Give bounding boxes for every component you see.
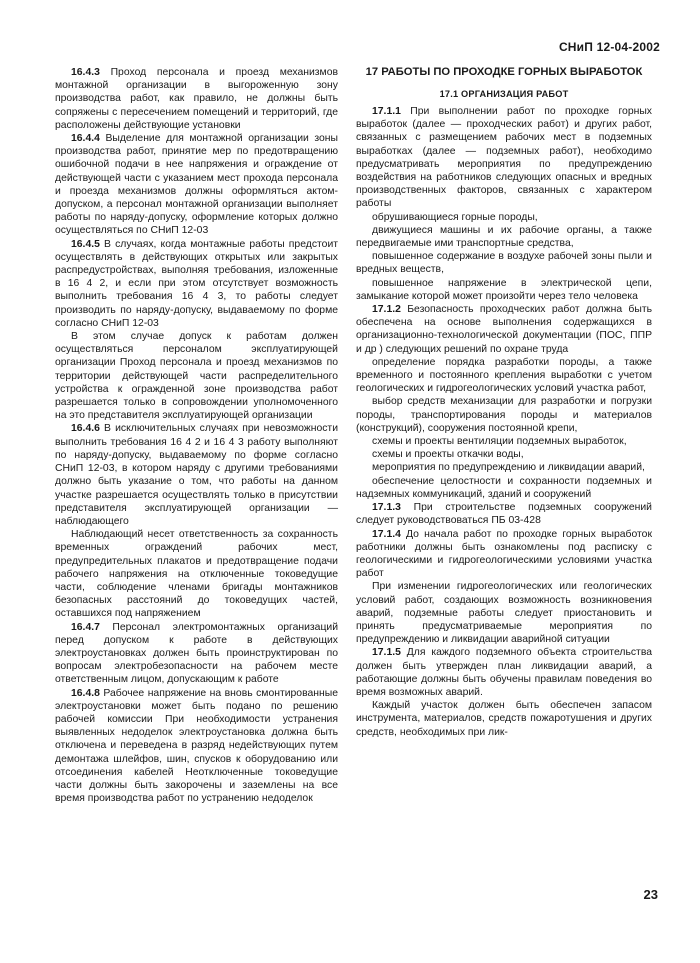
paragraph	[55, 66, 338, 132]
paragraph-text: движущиеся машины и их рабочие органы, а также передвигаемые ими транспортные средства,	[356, 224, 652, 250]
paragraph	[356, 435, 652, 448]
clause-number: 17.1.3	[372, 502, 401, 514]
clause-number: 16.4.6	[71, 423, 100, 435]
paragraph-text: Выделение для монтажной организации зоны производства работ, принятие мер по предотвращению ошибочной подачи в нее напряжения и ограждение от действующей части с указанием мест прохода персонала и проезда механизмов должны оформляться актом-допуском, а персонал монтажной организации выполняет работы по наряду-допуску, оформление которых должно осуществляться по СНиП 12-03	[55, 133, 339, 237]
clause-number: 16.4.5	[71, 238, 100, 250]
paragraph	[356, 303, 652, 356]
paragraph	[356, 277, 652, 303]
paragraph-text: обеспечение целостности и сохранности подземных и надземных коммуникаций, зданий и сооружений	[356, 475, 652, 500]
clause-number: 17.1.2	[372, 304, 401, 316]
paragraph	[55, 422, 338, 528]
paragraph-text: определение порядка разработки породы, а также временного и постоянного крепления выработки с учетом геологических и гидрогеологических условий участка работ,	[356, 356, 652, 395]
paragraph-text: До начала работ по проходке горных выработок работники должны быть ознакомлены под расписку с геологическими и гидрогеологическими условиями участка работ	[356, 528, 652, 580]
paragraph-text: Рабочее напряжение на вновь смонтированные электроустановки может быть подано по решению рабочей комиссии При необходимости устранения выявленных недоделок электроустановка должна быть отключена и переведена в разряд недействующих путем демонтажа шлейфов, шин, спусков к оборудованию или отсоединения кабелей Неотключенные токоведущие части должны быть закорочены и заземлены на все время производства работ по устранению недоделок	[55, 687, 338, 805]
paragraph	[356, 580, 652, 646]
paragraph-text: схемы и проекты откачки воды,	[372, 449, 524, 461]
paragraph	[356, 105, 652, 211]
paragraph	[356, 356, 652, 396]
paragraph	[55, 687, 338, 806]
paragraph	[356, 461, 652, 474]
left-column	[55, 66, 338, 805]
paragraph	[356, 224, 652, 250]
paragraph	[356, 395, 652, 435]
subsection-title: 17.1 ОРГАНИЗАЦИЯ РАБОТ	[439, 89, 569, 99]
clause-number: 16.4.8	[71, 687, 100, 699]
clause-number: 17.1.5	[372, 647, 401, 659]
right-paragraphs	[356, 105, 652, 739]
paragraph	[55, 528, 338, 620]
paragraph	[55, 132, 338, 238]
clause-number: 16.4.4	[71, 133, 100, 145]
paragraph-text: повышенное напряжение в электрической цепи, замыкание которой может произойти через тело человека	[356, 277, 652, 302]
paragraph	[356, 699, 652, 739]
clause-number: 16.4.3	[71, 67, 100, 78]
clause-number: 17.1.4	[372, 528, 401, 540]
page-number: 23	[643, 887, 658, 902]
paragraph-text: При выполнении работ по проходке горных выработок (далее — проходческих работ) и других работ, связанных с размещением рабочих мест в подземных выработках (далее — подземных работ), необходимо предусматривать мероприятия по предупреждению воздействия на работников следующих опасных и вредных производственных факторов, связанных с характером работы	[356, 106, 652, 210]
paragraph	[356, 448, 652, 461]
paragraph-text: Персонал электромонтажных организаций перед допуском к работе в действующих электроустановках должен быть проинструктирован по вопросам электробезопасности на рабочем месте ответственным лицом, допускающим к работе	[55, 621, 338, 686]
paragraph	[356, 211, 652, 224]
document-code-header: СНиП 12-04-2002	[558, 40, 660, 54]
paragraph-text: схемы и проекты вентиляции подземных выработок,	[372, 436, 627, 448]
paragraph-text: В случаях, когда монтажные работы предстоит осуществлять в действующих открытых или закрытых распредустройствах, выполняя требования, изложенные в 16 4 2, и если при этом отсутствует возможность выполнить требования 16 4 3, то работы следует производить по наряду-допуску, выдаваемому по форме согласно СНиП 12-03	[55, 238, 339, 329]
paragraph	[356, 646, 652, 699]
paragraph-text: Для каждого подземного объекта строительства должен быть утвержден план ликвидации аварий, а работающие должны быть обучены правилам поведения во время возможных аварий.	[356, 647, 652, 698]
paragraph	[55, 330, 338, 422]
paragraph-text: Каждый участок должен быть обеспечен запасом инструмента, материалов, средств пожаротушения и других средств, необходимых при лик-	[356, 700, 652, 738]
paragraph-text: Безопасность проходческих работ должна быть обеспечена на основе выполнения содержащихся в организационно-технологической документации (ПОС, ППР и др ) следующих решений по охране труда	[356, 304, 653, 355]
paragraph-text: Проход персонала и проезд механизмов монтажной организации в выгороженную зону производства работ, как правило, не должны быть сопряжены с пересечением помещений и территорий, где расположены действующие установки	[55, 67, 338, 131]
paragraph-text: выбор средств механизации для разработки и погрузки породы, транспортирования породы и материалов (конструкций), сооружения постоянной крепи,	[356, 396, 652, 434]
clause-number: 17.1.1	[372, 106, 401, 117]
section-title: 17 РАБОТЫ ПО ПРОХОДКЕ ГОРНЫХ ВЫРАБОТОК	[365, 66, 643, 78]
clause-number: 16.4.7	[71, 621, 100, 633]
right-column	[356, 66, 652, 739]
paragraph	[356, 475, 652, 501]
paragraph	[55, 621, 338, 687]
paragraph	[356, 528, 652, 581]
paragraph-text: При изменении гидрогеологических или геологических условий работ, создающих возможность возникновения аварий, подземные работы следует приостановить и принять предусматриваемые мероприятия по предупреждению и ликвидации аварийной ситуации	[356, 581, 652, 646]
paragraph-text: повышенное содержание в воздухе рабочей зоны пыли и вредных веществ,	[356, 251, 652, 276]
paragraph-text: обрушивающиеся горные породы,	[372, 211, 538, 223]
paragraph-text: Наблюдающий несет ответственность за сохранность временных ограждений рабочих мест, предупредительных плакатов и предотвращение подачи рабочего напряжения на отключенные токоведущие части, соблюдение членами бригады монтажников безопасных расстояний до токоведущих частей, оставшихся под напряжением	[55, 529, 338, 620]
paragraph-text: В этом случае допуск к работам должен осуществляться персоналом эксплуатирующей организации Проход персонала и проезд механизмов по территории действующей части распределительного устройства к огражденной зоне производства работ разрешается только в сопровождении уполномоченного на это представителя эксплуатирующей организации	[55, 331, 338, 422]
paragraph-text: В исключительных случаях при невозможности выполнить требования 16 4 2 и 16 4 3 работу выполняют по наряду-допуску, выдаваемому по форме согласно СНиП 12-03, в котором наряду с другими требованиями должно быть указание о том, что работы на данном участке разрешается осуществлять только в присутствии представителя эксплуатирующей организации — наблюдающего	[55, 423, 339, 527]
paragraph	[356, 250, 652, 276]
paragraph-text: При строительстве подземных сооружений следует руководствоваться ПБ 03-428	[356, 502, 652, 527]
paragraph	[356, 501, 652, 527]
paragraph	[55, 238, 338, 330]
paragraph-text: мероприятия по предупреждению и ликвидации аварий,	[372, 462, 645, 474]
